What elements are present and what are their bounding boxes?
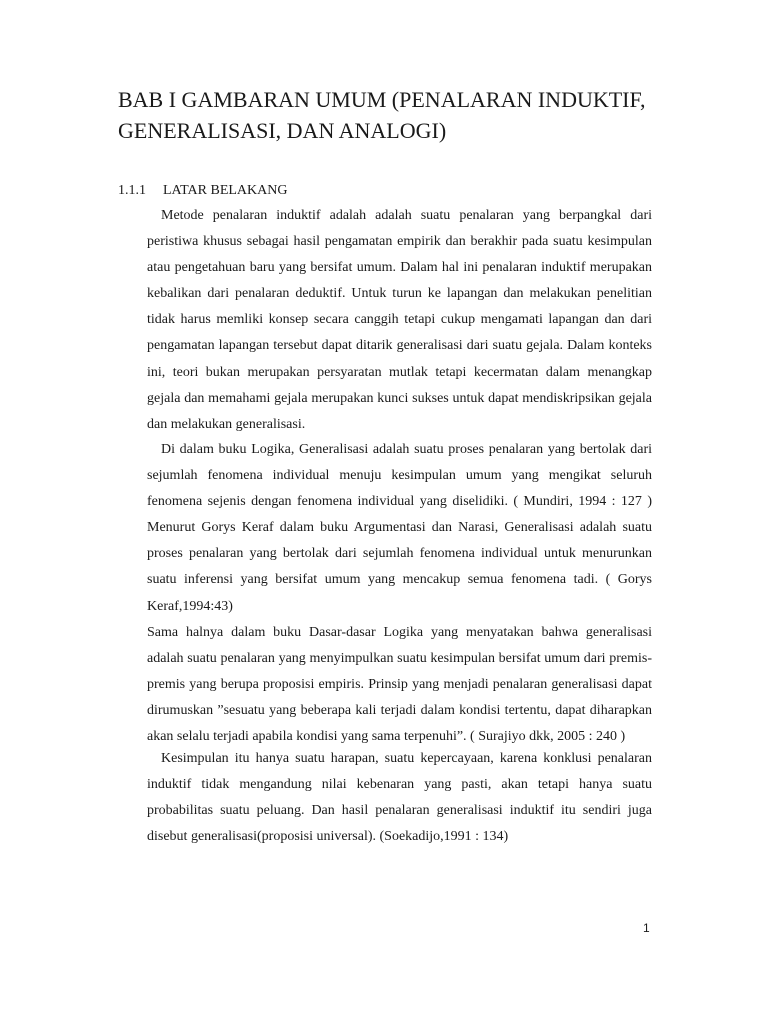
body-paragraph-group — [147, 437, 652, 750]
section-heading — [118, 181, 287, 201]
section-number: 1.1.1 — [118, 183, 146, 198]
body-paragraph-3: Sama halnya dalam buku Dasar-dasar Logika yang menyatakan bahwa generalisasi adalah suatu penalaran yang menyimpulkan suatu kesimpulan bersifat umum dari premis-premis yang berupa proposisi empiris. Prinsip yang menjadi penalaran generalisasi dapat dirumuskan ”sesuatu yang beberapa kali terjadi dalam kondisi tertentu, dapat diharapkan akan selalu terjadi apabila kondisi yang sama terpenuhi”. ( Surajiyo dkk, 2005 : 240 ) — [147, 624, 652, 745]
section-title: LATAR BELAKANG — [163, 183, 288, 198]
body-paragraph-4: Kesimpulan itu hanya suatu harapan, suatu kepercayaan, karena konklusi penalaran induktif tidak mengandung nilai kebenaran yang pasti, akan tetapi hanya suatu probabilitas suatu peluang. Dan hasil penalaran generalisasi induktif itu sendiri juga disebut generalisasi(proposisi universal). (Soekadijo,1991 : 134) — [147, 751, 652, 845]
chapter-title: BAB I GAMBARAN UMUM (PENALARAN INDUKTIF, GENERALISASI, DAN ANALOGI) — [118, 87, 646, 143]
body-paragraph-1: Metode penalaran induktif adalah adalah suatu penalaran yang berpangkal dari peristiwa khusus sebagai hasil pengamatan empirik dan berakhir pada suatu kesimpulan atau pengetahuan baru yang bersifat umum. Dalam hal ini penalaran induktif merupakan kebalikan dari penalaran deduktif. Untuk turun ke lapangan dan melakukan penelitian tidak harus memliki konsep secara canggih tetapi cukup mengamati lapangan dan dari pengamatan lapangan tersebut dapat ditarik generalisasi dari suatu gejala. Dalam konteks ini, teori bukan merupakan persyaratan mutlak tetapi kecermatan dalam menangkap gejala dan memahami gejala merupakan kunci sukses untuk dapat mendiskripsikan gejala dan melakukan generalisasi. — [147, 208, 652, 432]
body-paragraph-2: Di dalam buku Logika, Generalisasi adalah suatu proses penalaran yang bertolak dari sejumlah fenomena individual menuju kesimpulan umum yang mengikat seluruh fenomena sejenis dengan fenomena individual yang diselidiki. ( Mundiri, 1994 : 127 ) Menurut Gorys Keraf dalam buku Argumentasi dan Narasi, Generalisasi adalah suatu proses penalaran yang bertolak dari sejumlah fenomena individual untuk menurunkan suatu inferensi yang bersifat umum yang mencakup semua fenomena tadi. ( Gorys Keraf,1994:43) — [147, 442, 652, 614]
page-number: 1 — [643, 921, 650, 935]
